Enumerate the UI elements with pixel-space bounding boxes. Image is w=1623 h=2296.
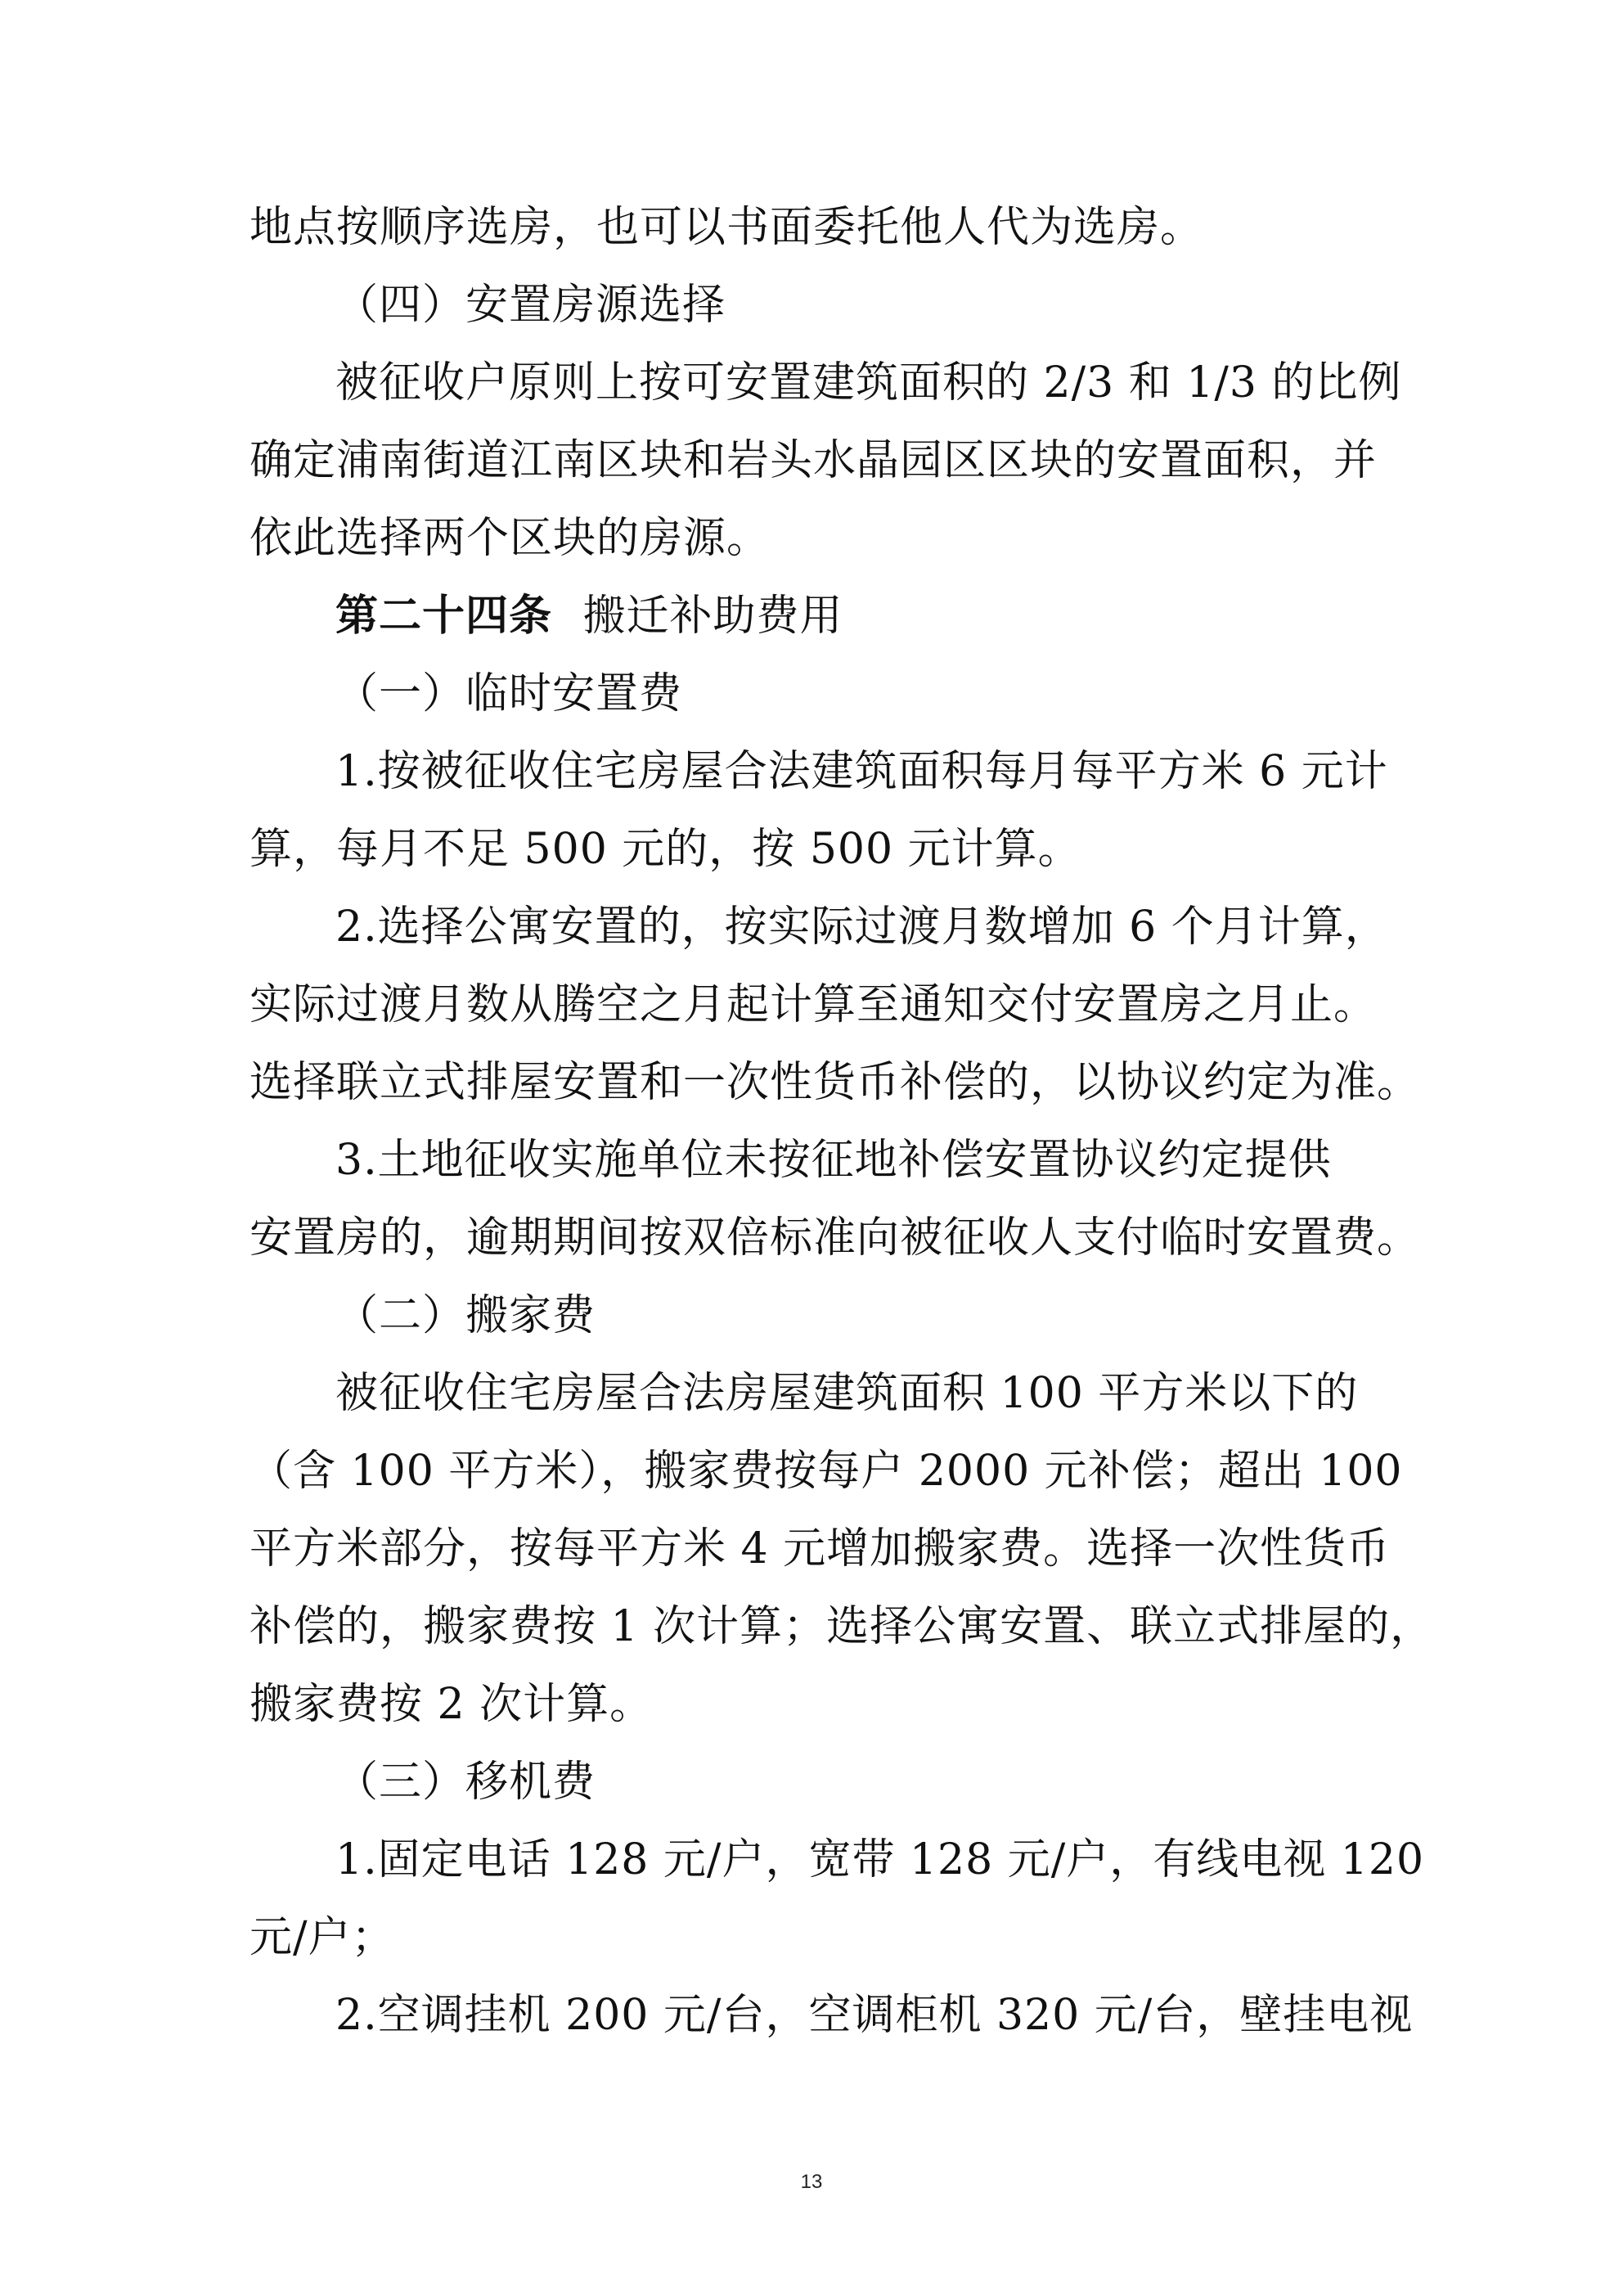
article-heading <box>335 592 1623 641</box>
section-heading: （四）安置房源选择 <box>335 281 726 330</box>
body-text-line: 2.选择公寓安置的，按实际过渡月数增加 6 个月计算， <box>335 903 1388 952</box>
article-title: 搬迁补助费用 <box>582 592 843 641</box>
body-text-line: 2.空调挂机 200 元/台，空调柜机 320 元/台，壁挂电视 <box>335 1991 1414 2040</box>
body-text-line: 安置房的，逾期期间按双倍标准向被征收人支付临时安置费。 <box>250 1213 1421 1263</box>
body-text-line: 实际过渡月数从腾空之月起计算至通知交付安置房之月止。 <box>250 980 1378 1029</box>
body-text-line: 元/户； <box>250 1913 395 1962</box>
section-heading: （二）搬家费 <box>335 1291 596 1340</box>
body-text-line: 被征收住宅房屋合法房屋建筑面积 100 平方米以下的 <box>335 1369 1359 1418</box>
page-number: 13 <box>800 2171 823 2193</box>
body-text-line: 1.固定电话 128 元/户，宽带 128 元/户，有线电视 120 <box>335 1835 1425 1884</box>
body-text-line: 确定浦南街道江南区块和岩头水晶园区区块的安置面积，并 <box>250 436 1378 485</box>
body-text-line: 地点按顺序选房，也可以书面委托他人代为选房。 <box>250 203 1204 252</box>
body-text-line: 搬家费按 2 次计算。 <box>250 1680 654 1729</box>
body-text-line: 3.土地征收实施单位未按征地补偿安置协议约定提供 <box>335 1136 1332 1185</box>
section-heading: （三）移机费 <box>335 1758 596 1807</box>
body-text-line: （含 100 平方米），搬家费按每户 2000 元补偿；超出 100 <box>250 1447 1403 1496</box>
body-text-line: 选择联立式排屋安置和一次性货币补偿的，以协议约定为准。 <box>250 1058 1421 1107</box>
body-text-line: 补偿的，搬家费按 1 次计算；选择公寓安置、联立式排屋的， <box>250 1602 1434 1651</box>
article-number: 第二十四条 <box>335 591 553 641</box>
body-text-line: 被征收户原则上按可安置建筑面积的 2/3 和 1/3 的比例 <box>335 358 1402 407</box>
body-text-line: 1.按被征收住宅房屋合法建筑面积每月每平方米 6 元计 <box>335 747 1388 796</box>
body-text-line: 依此选择两个区块的房源。 <box>250 514 771 563</box>
body-text-line: 平方米部分，按每平方米 4 元增加搬家费。选择一次性货币 <box>250 1524 1391 1573</box>
body-text-line: 算，每月不足 500 元的，按 500 元计算。 <box>250 825 1081 874</box>
section-heading: （一）临时安置费 <box>335 669 683 718</box>
